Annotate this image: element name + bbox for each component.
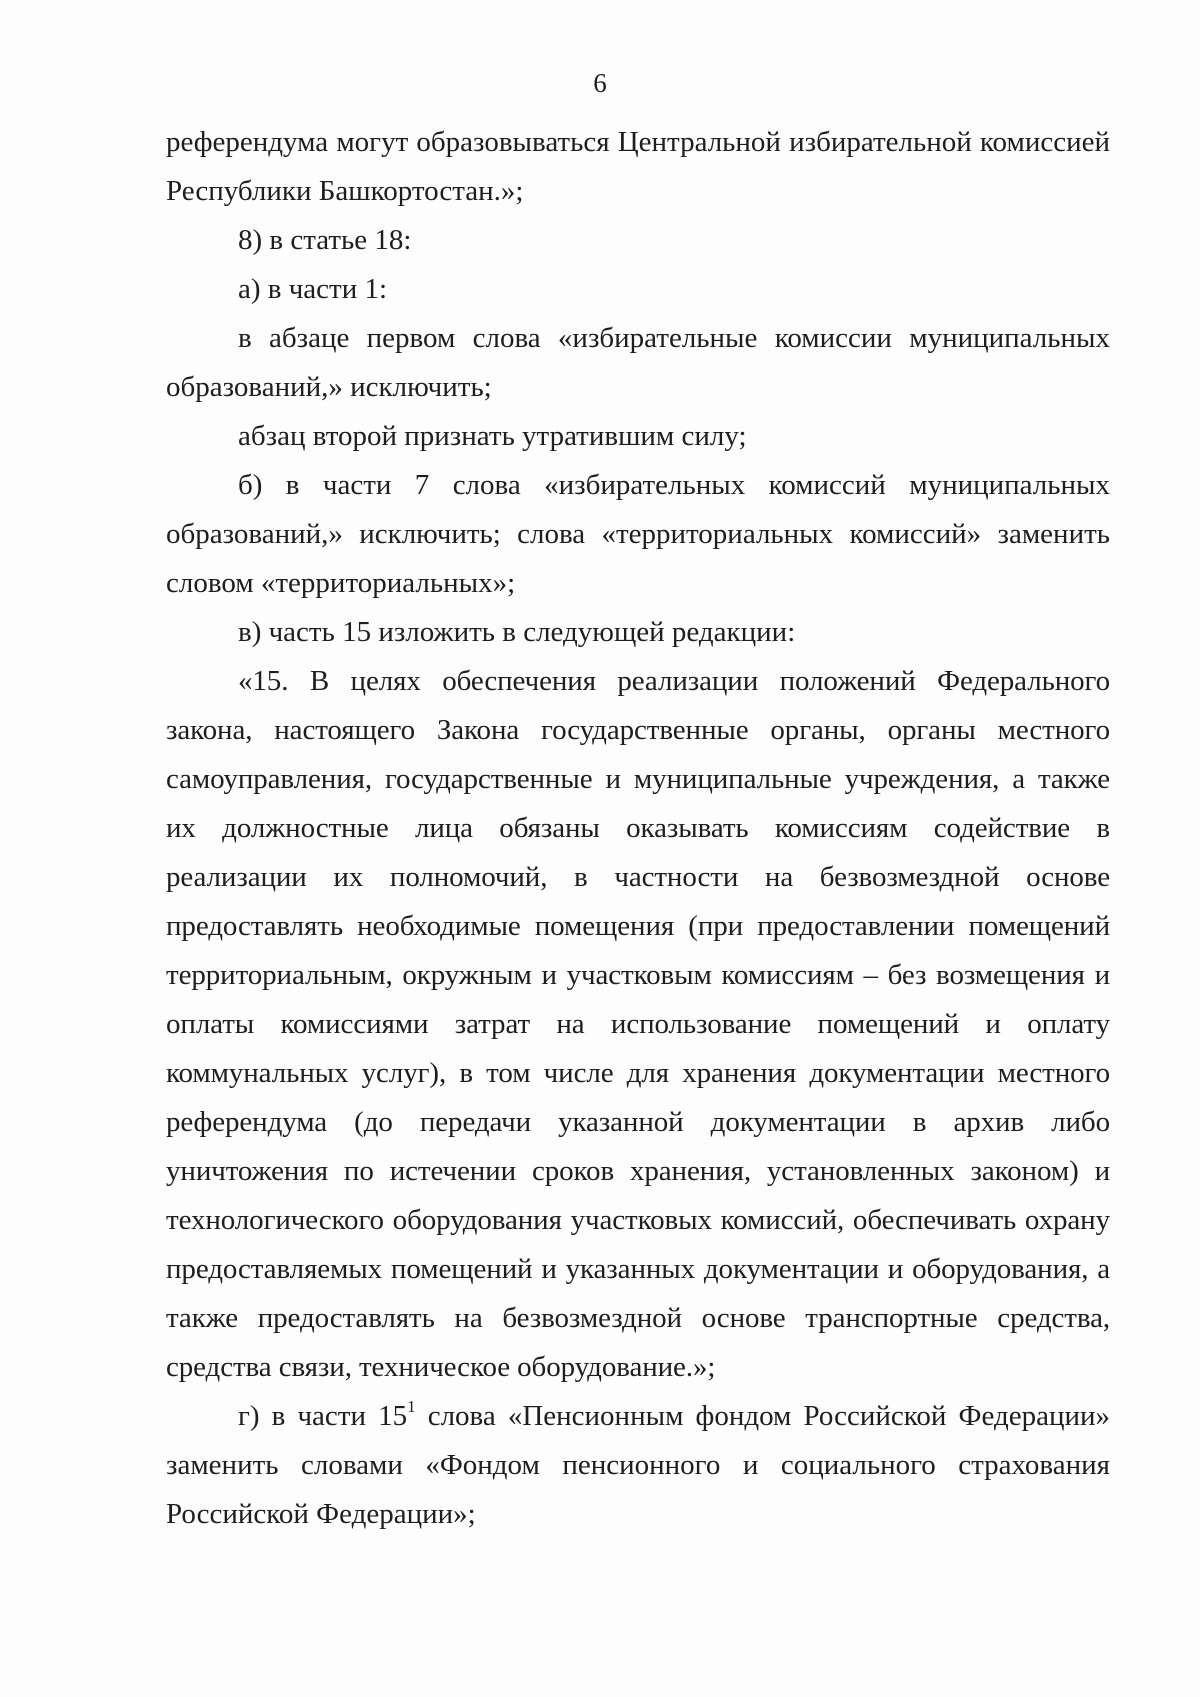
paragraph: «15. В целях обеспечения реализации положений Федерального закона, настоящего Закона государственные органы, органы местного самоуправления, государственные и муниципальные учреждения, а также их должностные лица обязаны оказывать комиссиям содействие в реализации их полномочий, в частности на безвозмездной основе предоставлять необходимые помещения (при предоставлении помещений территориальным, окружным и участковым комиссиям – без возмещения и оплаты комиссиями затрат на использование помещений и оплату коммунальных услуг), в том числе для хранения документации местного референдума (до передачи указанной документации в архив либо уничтожения по истечении сроков хранения, установленных законом) и технологического оборудования участковых комиссий, обеспечивать охрану предоставляемых помещений и указанных документации и оборудования, а также предоставлять на безвозмездной основе транспортные средства, средства связи, техническое оборудование.»; [166,665,1110,1383]
paragraph-last-after: слова «Пенсионным фондом Российской Федерации» заменить словами «Фондом пенсионного и социального страхования Российской Федерации»; [166,1400,1110,1530]
paragraph: в абзаце первом слова «избирательные комиссии муниципальных образований,» исключить; [166,322,1110,403]
document-body [166,118,1110,1539]
paragraph: 8) в статье 18: [238,224,412,256]
paragraph-last-before: г) в части 15 [238,1400,408,1432]
paragraph: б) в части 7 слова «избирательных комиссий муниципальных образований,» исключить; слова «территориальных комиссий» заменить словом «территориальных»; [166,469,1110,599]
paragraph-last [166,1392,1110,1539]
paragraph: а) в части 1: [238,273,388,305]
superscript: 1 [407,1397,416,1416]
paragraph: референдума могут образовываться Центральной избирательной комиссией Республики Башкортостан.»; [166,126,1110,207]
paragraph: в) часть 15 изложить в следующей редакции: [238,616,796,648]
page-number: 6 [593,68,607,98]
paragraph: абзац второй признать утратившим силу; [238,420,747,452]
